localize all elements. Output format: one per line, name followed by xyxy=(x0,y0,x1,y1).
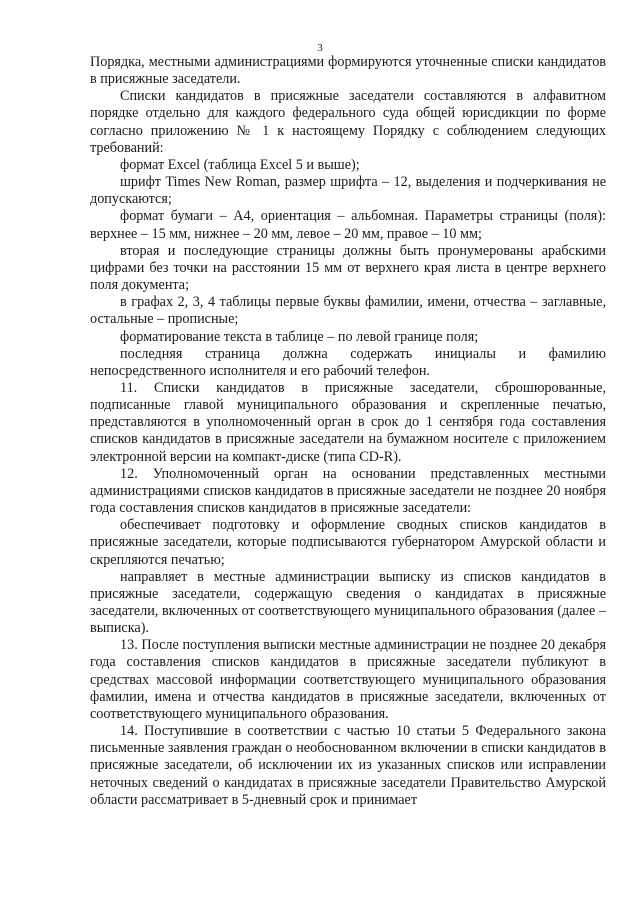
paragraph: формат Excel (таблица Excel 5 и выше); xyxy=(120,156,360,173)
page-number: 3 xyxy=(317,42,323,54)
paragraph: 11. Списки кандидатов в присяжные заседатели, сброшюрованные, подписанные главой муниципального образования и скрепленные печатью, представляются в уполномоченный орган в срок до 1 сентября года составления списков кандидатов в присяжные заседатели на бумажном носителе с приложением электронной версии на компакт-диске (типа CD-R). xyxy=(90,379,606,465)
paragraph: направляет в местные администрации выписку из списков кандидатов в присяжные заседатели, содержащую сведения о кандидатах в присяжные заседатели, включенных от соответствующего муниципального образования (далее – выписка). xyxy=(90,568,606,637)
document-body xyxy=(90,54,606,809)
paragraph: обеспечивает подготовку и оформление сводных списков кандидатов в присяжные заседатели, которые подписываются губернатором Амурской области и скрепляются печатью; xyxy=(90,517,606,568)
paragraph: 14. Поступившие в соответствии с частью 10 статьи 5 Федерального закона письменные заявления граждан о необоснованном включении в списки кандидатов в присяжные заседатели, об исключении их из указанных списков или исправлении неточных сведений о кандидатах в присяжные заседатели Правительство Амурской области рассматривает в 5-дневный срок и принимает xyxy=(90,723,606,808)
paragraph: форматирование текста в таблице – по левой границе поля; xyxy=(120,328,479,345)
paragraph: Порядка, местными администрациями формируются уточненные списки кандидатов в присяжные заседатели. xyxy=(90,54,606,88)
paragraph: в графах 2, 3, 4 таблицы первые буквы фамилии, имени, отчества – заглавные, остальные – прописные; xyxy=(90,294,606,328)
paragraph: 12. Уполномоченный орган на основании представленных местными администрациями списков кандидатов в присяжные заседатели не позднее 20 ноября года составления списков кандидатов в присяжные заседатели: xyxy=(90,465,606,517)
paragraph: 13. После поступления выписки местные администрации не позднее 20 декабря года составления списков кандидатов в присяжные заседатели публикуют в средствах массовой информации соответствующего муниципального образования фамилии, имена и отчества кандидатов в присяжные заседатели, включенных от соответствующего муниципального образования. xyxy=(90,637,606,722)
paragraph: последняя страница должна содержать инициалы и фамилию непосредственного исполнителя и его рабочий телефон. xyxy=(90,345,606,379)
paragraph: шрифт Times New Roman, размер шрифта – 12, выделения и подчеркивания не допускаются; xyxy=(90,174,606,208)
paragraph: Списки кандидатов в присяжные заседатели составляются в алфавитном порядке отдельно для каждого федерального суда общей юрисдикции по форме согласно приложению № 1 к настоящему Порядку с соблюдением следующих требований: xyxy=(90,88,606,156)
paragraph: вторая и последующие страницы должны быть пронумерованы арабскими цифрами без точки на расстоянии 15 мм от верхнего края листа в центре верхнего поля документа; xyxy=(90,242,606,294)
paragraph: формат бумаги – А4, ориентация – альбомная. Параметры страницы (поля): верхнее – 15 мм, нижнее – 20 мм, левое – 20 мм, правое – 10 мм; xyxy=(90,208,606,242)
